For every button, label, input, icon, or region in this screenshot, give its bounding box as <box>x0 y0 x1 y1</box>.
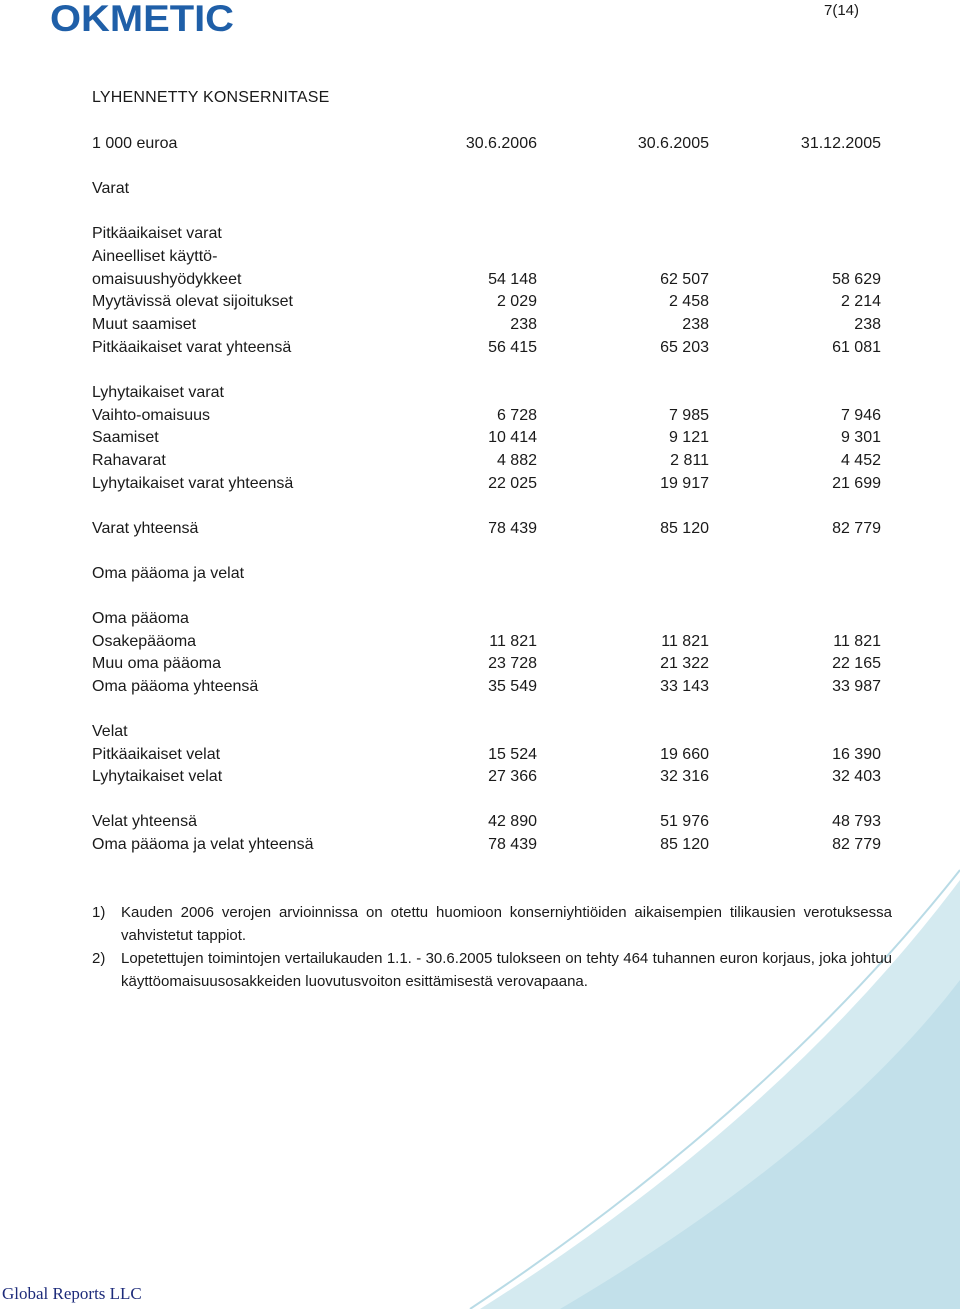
footer-source: Global Reports LLC <box>2 1284 142 1303</box>
row-label: Osakepääoma <box>92 633 197 650</box>
cell-value: 9 301 <box>840 429 881 446</box>
cell-value: 6 728 <box>496 407 537 424</box>
cell-value: 82 779 <box>832 520 881 537</box>
table-row <box>0 653 960 675</box>
cell-value: 23 728 <box>488 655 537 672</box>
cell-value: 11 821 <box>661 633 709 650</box>
cell-value: 238 <box>682 316 709 333</box>
row-label: Varat <box>92 180 130 197</box>
cell-value: 10 414 <box>488 429 537 446</box>
cell-value: 4 452 <box>840 452 881 469</box>
cell-value: 78 439 <box>488 520 537 537</box>
row-label: Pitkäaikaiset varat yhteensä <box>92 339 292 356</box>
cell-value: 16 390 <box>832 746 881 763</box>
cell-value: 42 890 <box>488 813 537 830</box>
date-column-1: 30.6.2005 <box>637 135 709 152</box>
cell-value: 27 366 <box>488 768 537 785</box>
cell-value: 32 316 <box>660 768 709 785</box>
cell-value: 7 946 <box>840 407 881 424</box>
cell-value: 58 629 <box>832 271 881 288</box>
cell-value: 85 120 <box>660 836 709 853</box>
cell-value: 35 549 <box>488 678 537 695</box>
cell-value: 9 121 <box>668 429 709 446</box>
unit-label: 1 000 euroa <box>92 135 178 152</box>
column-header-row <box>0 133 960 155</box>
cell-value: 21 699 <box>832 475 881 492</box>
row-label: Oma pääoma ja velat yhteensä <box>92 836 314 853</box>
cell-value: 62 507 <box>660 271 709 288</box>
cell-value: 56 415 <box>488 339 537 356</box>
cell-value: 238 <box>854 316 881 333</box>
cell-value: 51 976 <box>660 813 709 830</box>
row-label: Muu oma pääoma <box>92 655 221 672</box>
table-row <box>0 314 960 336</box>
okmetic-logo <box>50 0 236 36</box>
cell-value: 19 660 <box>660 746 709 763</box>
cell-value: 2 458 <box>668 293 709 310</box>
row-label: Oma pääoma <box>92 610 189 627</box>
row-label: Oma pääoma yhteensä <box>92 678 259 695</box>
row-label: Rahavarat <box>92 452 166 469</box>
table-row <box>0 608 960 630</box>
row-label: Velat yhteensä <box>92 813 197 830</box>
row-label: Vaihto-omaisuus <box>92 407 210 424</box>
cell-value: 22 025 <box>488 475 537 492</box>
table-row <box>0 811 960 833</box>
cell-value: 11 821 <box>833 633 881 650</box>
footnote <box>92 947 892 993</box>
cell-value: 65 203 <box>660 339 709 356</box>
row-label: Oma pääoma ja velat <box>92 565 245 582</box>
cell-value: 238 <box>510 316 537 333</box>
footnote-text: Kauden 2006 verojen arvioinnissa on otettu huomioon konserniyhtiöiden aikaisempien tilikausien verotuksessa vahvistetut tappiot. <box>121 904 892 944</box>
cell-value: 33 987 <box>832 678 881 695</box>
cell-value: 85 120 <box>660 520 709 537</box>
cell-value: 78 439 <box>488 836 537 853</box>
table-row <box>0 676 960 698</box>
cell-value: 15 524 <box>488 746 537 763</box>
cell-value: 11 821 <box>489 633 537 650</box>
cell-value: 82 779 <box>832 836 881 853</box>
cell-value: 2 811 <box>670 452 709 469</box>
table-row <box>0 744 960 766</box>
cell-value: 61 081 <box>832 339 881 356</box>
cell-value: 32 403 <box>832 768 881 785</box>
table-row <box>0 269 960 291</box>
table-row <box>0 405 960 427</box>
cell-value: 21 322 <box>660 655 709 672</box>
table-row <box>0 291 960 313</box>
row-label: Myytävissä olevat sijoitukset <box>92 293 293 310</box>
row-label: Pitkäaikaiset velat <box>92 746 221 763</box>
table-row <box>0 450 960 472</box>
table-row <box>0 721 960 743</box>
table-row <box>0 766 960 788</box>
table-row <box>0 246 960 268</box>
table-row <box>0 178 960 200</box>
table-row <box>0 563 960 585</box>
footnote <box>92 901 892 947</box>
table-row <box>0 427 960 449</box>
row-label: Pitkäaikaiset varat <box>92 225 222 242</box>
row-label: Varat yhteensä <box>92 520 199 537</box>
cell-value: 7 985 <box>668 407 709 424</box>
page-title: LYHENNETTY KONSERNITASE <box>92 89 330 106</box>
cell-value: 54 148 <box>488 271 537 288</box>
table-row <box>0 518 960 540</box>
table-row <box>0 337 960 359</box>
cell-value: 2 214 <box>840 293 881 310</box>
date-column-0: 30.6.2006 <box>465 135 537 152</box>
table-row <box>0 223 960 245</box>
cell-value: 2 029 <box>496 293 537 310</box>
row-label: Aineelliset käyttö- <box>92 248 218 265</box>
row-label: Saamiset <box>92 429 159 446</box>
cell-value: 4 882 <box>496 452 537 469</box>
row-label: Lyhytaikaiset velat <box>92 768 223 785</box>
row-label: Lyhytaikaiset varat <box>92 384 224 401</box>
footnote-number: 1) <box>92 904 106 921</box>
table-row <box>0 834 960 856</box>
table-row <box>0 382 960 404</box>
footnote-number: 2) <box>92 950 106 967</box>
row-label: omaisuushyödykkeet <box>92 271 242 288</box>
table-row <box>0 631 960 653</box>
row-label: Muut saamiset <box>92 316 197 333</box>
row-label: Velat <box>92 723 128 740</box>
cell-value: 22 165 <box>832 655 881 672</box>
cell-value: 19 917 <box>660 475 709 492</box>
table-row <box>0 473 960 495</box>
svg-text:OKMETIC: OKMETIC <box>50 0 234 36</box>
cell-value: 48 793 <box>832 813 881 830</box>
footnotes <box>92 901 892 993</box>
page-number: 7(14) <box>824 2 860 19</box>
row-label: Lyhytaikaiset varat yhteensä <box>92 475 294 492</box>
date-column-2: 31.12.2005 <box>800 135 881 152</box>
cell-value: 33 143 <box>660 678 709 695</box>
footnote-text: Lopetettujen toimintojen vertailukauden 1.1. - 30.6.2005 tulokseen on tehty 464 tuhannen euron korjaus, joka johtuu käyttöomaisuusosakkeiden luovutusvoiton esittämisestä verovapaana. <box>121 950 892 990</box>
